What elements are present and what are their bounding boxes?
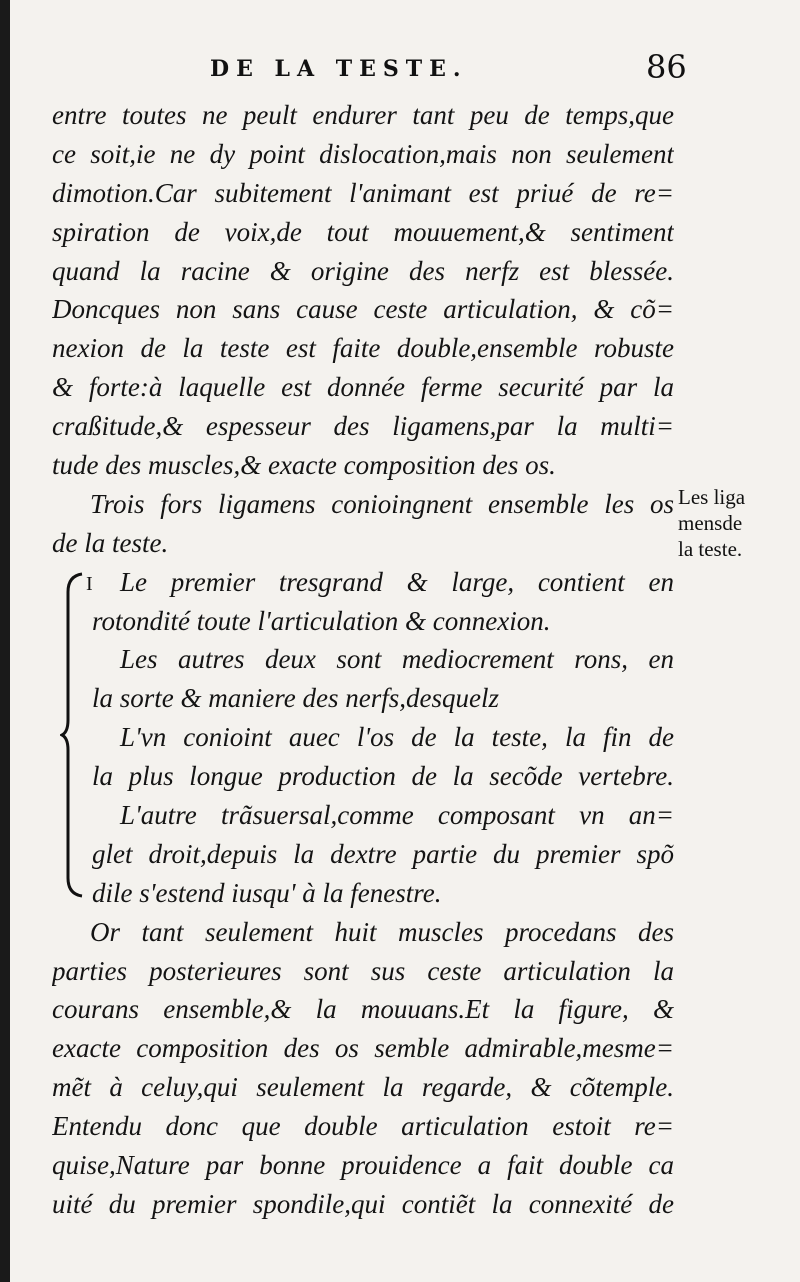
text-line: de la teste. xyxy=(52,527,169,558)
text-line: dimotion.Car subitement l'animant est priué de re= xyxy=(52,177,674,208)
text-line: entre toutes ne peult endurer tant peu de temps,que xyxy=(52,100,674,130)
text-line: quand la racine & origine des nerfz est blessée. xyxy=(52,255,674,286)
text-line: uité du premier spondile,qui contiẽt la connexité de xyxy=(52,1188,674,1219)
text-line: ce soit,ie ne dy point dislocation,mais non seulement xyxy=(52,138,674,169)
text-line: quise,Nature par bonne prouidence a fait double ca xyxy=(52,1150,674,1181)
margin-note-line: mensde xyxy=(678,511,743,535)
text-line: Les autres deux sont mediocrement rons, en xyxy=(120,644,674,675)
text-line: la plus longue production de la secõde vertebre. xyxy=(92,761,674,792)
text-line: L'vn conioint auec l'os de la teste, la fin de xyxy=(120,722,674,753)
text-line: rotondité toute l'articulation & connexion. xyxy=(92,605,551,636)
margin-note-line: Les liga xyxy=(678,485,746,509)
brace-number: I xyxy=(86,573,93,595)
text-line: Entendu donc que double articulation estoit re= xyxy=(52,1111,674,1142)
text-line: Le premier tresgrand & large, contient en xyxy=(120,566,674,597)
margin-note xyxy=(678,484,798,562)
ligament-brace xyxy=(60,570,86,900)
text-line: craßitude,& espesseur des ligamens,par la multi= xyxy=(52,411,674,442)
text-line: nexion de la teste est faite double,ensemble robuste xyxy=(52,333,674,364)
text-line: parties posterieures sont sus ceste articulation la xyxy=(52,955,674,986)
text-line: la sorte & maniere des nerfs,desquelz xyxy=(92,683,499,714)
text-line: Doncques non sans cause ceste articulation, & cõ= xyxy=(52,294,674,325)
body-text xyxy=(52,96,674,1224)
text-line: Trois fors ligamens conioingnent ensemble les os xyxy=(90,488,674,519)
text-line: L'autre trãsuersal,comme composant vn an= xyxy=(120,800,674,831)
text-line: tude des muscles,& exacte composition des os. xyxy=(52,450,556,481)
text-line: mẽt à celuy,qui seulement la regarde, & cõtemple. xyxy=(52,1072,674,1103)
text-line: dile s'estend iusqu' à la fenestre. xyxy=(92,877,442,908)
text-line: Or tant seulement huit muscles procedans des xyxy=(90,916,674,947)
text-line: exacte composition des os semble admirable,mesme= xyxy=(52,1033,674,1064)
page-number: 86 xyxy=(646,48,687,86)
text-line: courans ensemble,& la mouuans.Et la figure, & xyxy=(52,994,674,1025)
text-line: glet droit,depuis la dextre partie du premier spõ xyxy=(92,838,674,869)
text-line: & forte:à laquelle est donnée ferme securité par la xyxy=(52,372,674,403)
margin-note-line: la teste. xyxy=(678,537,743,561)
running-title: DE LA TESTE. xyxy=(210,56,468,82)
page-header xyxy=(10,48,800,88)
book-page xyxy=(10,0,800,1282)
text-line: spiration de voix,de tout mouuement,& sentiment xyxy=(52,216,674,247)
